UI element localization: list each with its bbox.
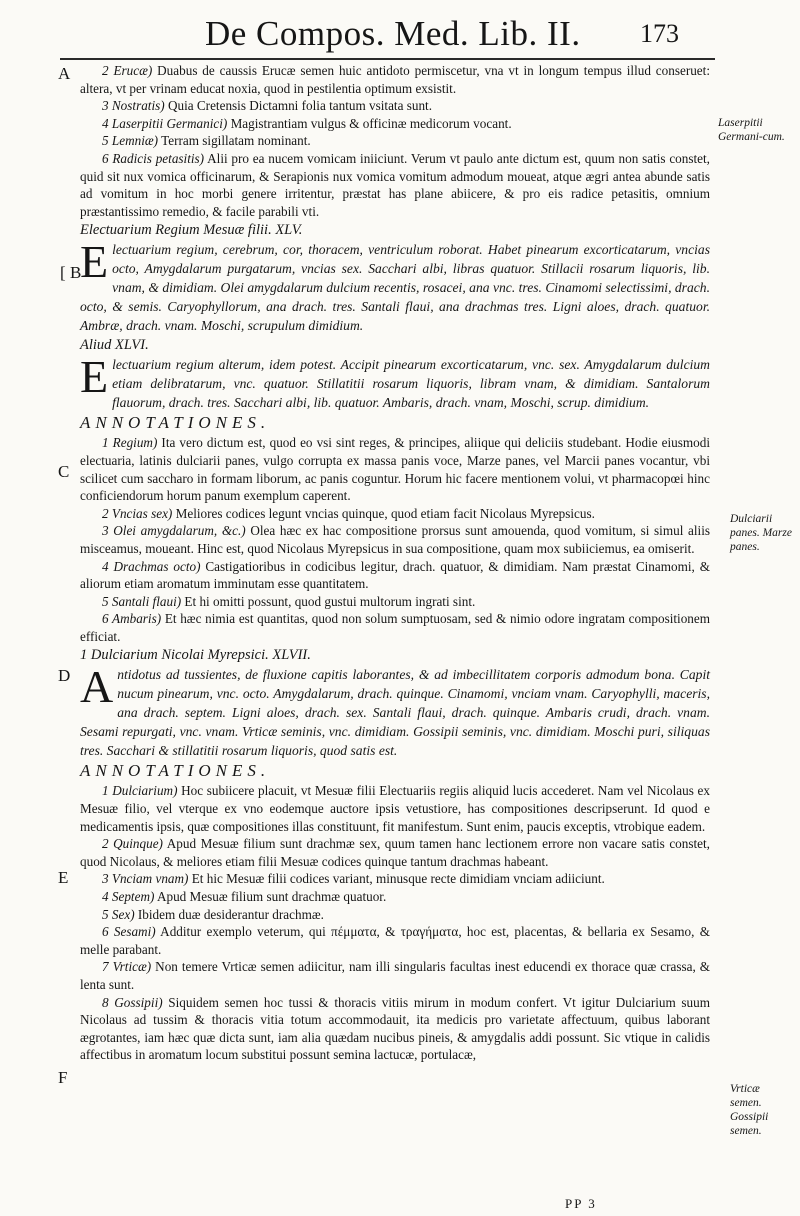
annotation-sex xyxy=(80,906,710,924)
annotation-santali xyxy=(80,593,710,611)
note-text: Additur exemplo veterum, qui πέμματα, & τραγήματα, hoc est, placentas, & bellaria ex Sesamo, & melle parabant. xyxy=(80,924,710,957)
note-text: Et hi omitti possunt, quod gustui multorum ingrati sint. xyxy=(184,593,476,609)
section-bracket: [ xyxy=(60,263,66,282)
note-lemma: 5 Sex) xyxy=(102,906,135,922)
note-lemma: 3 Nostratis) xyxy=(102,98,165,114)
note-lemma: 4 Septem) xyxy=(102,889,155,905)
note-lemma: 1 Dulciarium) xyxy=(102,783,178,799)
note-text: Ibidem duæ desiderantur drachmæ. xyxy=(137,906,324,922)
annotation-dulciarium xyxy=(80,782,710,835)
annotation-sesami xyxy=(80,923,710,958)
note-lemniae xyxy=(80,132,710,150)
section-letter-a: A xyxy=(58,64,71,83)
note-text: Alii pro ea nucem vomicam iniiciunt. Verum vt paulo ante dictum est, quum non satis constet, quid sit nux vomica officinarum, & Serapionis nux vomica vomitum admodum moueat, atque ægri antea abunde satis ad vomitum in hoc morbi genere irritentur, præstat has plane abiicere, & pro eis radice petasitis, omnium præstantissimo remedio, & facile parabili vti. xyxy=(80,150,710,219)
note-text: Meliores codices legunt vncias quinque, quod etiam facit Nicolaus Myrepsicus. xyxy=(175,505,595,521)
note-nostratis xyxy=(80,97,710,115)
dulciarium-title: 1 Dulciarium Nicolai Myrepsici. XLVII. xyxy=(80,647,311,664)
section-letter-e: E xyxy=(58,868,69,887)
page-number: 173 xyxy=(640,19,679,48)
note-text: Non temere Vrticæ semen adiicitur, nam illi singularis facultas inest educendi ex thorace quæ crassa, & lenta sunt. xyxy=(80,959,711,992)
annotation-septem xyxy=(80,888,710,906)
annotation-regium xyxy=(80,434,710,504)
running-head: De Compos. Med. Lib. II. xyxy=(205,14,581,53)
note-text: Duabus de caussis Erucæ semen huic antidoto permiscetur, vna vt in longum tempus illud conseruet: altera, vt per vrinam educat noxia, quod in pestilentia optimum exsistit. xyxy=(80,63,710,96)
section-letter-b: B xyxy=(70,263,82,282)
note-text: Apud Mesuæ filium sunt drachmæ quatuor. xyxy=(156,889,387,905)
section-letter-f: F xyxy=(58,1068,68,1087)
note-text: Et hic Mesuæ filii codices variant, minusque recte dimidiam vnciam adiiciunt. xyxy=(191,871,605,887)
note-lemma: 5 Santali flaui) xyxy=(102,593,182,609)
section-letter-d: D xyxy=(58,666,71,685)
note-lemma: 5 Lemniæ) xyxy=(102,133,159,149)
note-text: Hoc subiicere placuit, vt Mesuæ filii Electuariis regiis aliquid lucis accederet. Nam vel Nicolaus ex Mesuæ filio, vel vterque ex vno eodemque auctore ipsis vetustiore, has compositiones descripserunt. Id quod e medicamentis ipsis, quæ compositiones illas constituunt, fit manifestum. Sunt enim, paucis exceptis, vtrobique eadem. xyxy=(80,783,711,834)
header-rule xyxy=(60,58,715,60)
note-lemma: 8 Gossipii) xyxy=(102,994,163,1010)
note-text: Et hæc nimia est quantitas, quod non solum sumptuosam, sed & nimio odore ingratam compositionem efficiat. xyxy=(80,611,710,644)
note-lemma: 2 Erucæ) xyxy=(102,63,153,78)
dulciarium-text: Antidotus ad tussientes, de fluxione capitis laborantes, & ad imbecillitatem corporis admodum bona. Capit nucum pinearum, vnc. octo. Amygdalarum, drach. quinque. Cinamomi, vnciam vnam. Caryophylli, maceris, ana drach. septem. Ligni aloes, drach. sex. Santali flaui, drach. quinque. Ambaris crudi, drach. vnam. Sesami repurgati, vnc. vnam. Vrticæ seminis, vnc. dimidiam. Gossipii seminis, vnc. dimidiam. Moschi puri, siliquas tres. Sacchari & stillatitii rosarum liquoris, quod satis est. xyxy=(80,661,710,759)
annotation-drachmas-octo xyxy=(80,558,710,593)
note-lemma: 2 Vncias sex) xyxy=(102,505,173,521)
annotation-vrticae xyxy=(80,958,710,993)
note-lemma: 4 Drachmas octo) xyxy=(102,558,201,574)
note-lemma: 4 Laserpitii Germanici) xyxy=(102,115,228,131)
main-text xyxy=(80,62,710,1064)
note-text: Apud Mesuæ filium sunt drachmæ sex, quum tamen hanc lectionem errore non vacare satis constet, quod Nicolaus, & meliores etiam filii Mesuæ codices quinque tantum drachmas habeant. xyxy=(80,836,710,869)
aliud-title: Aliud XLVI. xyxy=(80,337,149,354)
note-text: Ita vero dictum est, quod eo vsi sint reges, & principes, aliique qui deliciis studebant. Hodie eiusmodi electuaria, latinis dulciarii panes, vulgo corrupta ex massa panis voce, Marze panes, vel Marcii panes vocantur, vbi scilicet cum saccharo in formam liborum, ac panis coguntur. Horum hic facere mentionem volui, vt pharmacopœi hinc conficiendorum horum panum exemplum caperent. xyxy=(80,435,710,504)
annotation-olei xyxy=(80,522,710,557)
margin-note-urticae: Vrticæ semen. Gossipii semen. xyxy=(730,1083,769,1137)
aliud-text: Electuarium regium alterum, idem potest. Accipit pinearum excorticatarum, vnc. sex. Amygdalarum dulcium etiam delibratarum, vnc. quatuor. Stillatitii rosarum liquoris, libram vnam, & dimidiam. Santalorum flauorum, drach. tres. Sacchari albi, lib. quatuor. Ambaris, drach. vnam, Moschi, scrup. dimidium. xyxy=(80,351,710,411)
note-lemma: 6 Ambaris) xyxy=(102,611,162,627)
section-letter-c: C xyxy=(58,462,70,481)
note-eruca xyxy=(80,62,710,97)
signature-mark: PP 3 xyxy=(565,1196,597,1211)
note-laserpitii xyxy=(80,115,710,133)
margin-note-dulciarii: Dulciarii panes. Marze panes. xyxy=(730,513,792,553)
annotationes-title-1: ANNOTATIONES. xyxy=(80,413,271,433)
note-lemma: 3 Olei amygdalarum, &c.) xyxy=(102,523,246,539)
note-text: Olea hæc ex hac compositione prorsus sunt amouenda, quod vomitum, si simul aliis misceamus, moueant. Hinc est, quod Nicolaus Myrepsicus in sua compositione, quam mox subiiciemus, ea omiserit. xyxy=(80,523,711,556)
note-petasitis xyxy=(80,150,710,220)
note-lemma: 2 Quinque) xyxy=(102,836,163,852)
note-lemma: 1 Regium) xyxy=(102,435,158,451)
annotation-ambaris xyxy=(80,610,710,645)
electuarium-regium-title: Electuarium Regium Mesuæ filii. XLV. xyxy=(80,222,303,239)
annotation-quinque xyxy=(80,835,710,870)
annotation-vncias-sex xyxy=(80,505,710,523)
margin-note-laserpitii: Laserpitii Germani-cum. xyxy=(718,117,785,143)
annotation-gossipii xyxy=(80,994,710,1064)
note-text: Siquidem semen hoc tussi & thoracis vitiis mirum in modum confert. Vt igitur Dulciarium suum Nicolaus ad tussim & thoracis vitia totum accommodauit, ita medicis pro varietate affectuum, quibus laborant ægrotantes, iam hæc quæ dicta sunt, iam alia quædam nucibus pineis, & amygdalis addi possunt. Sic vtique in calidis affectibus in aromatum locum substitui possunt semina lactucæ, portulacæ, xyxy=(80,994,711,1063)
note-lemma: 7 Vrticæ) xyxy=(102,959,152,975)
note-text: Castigatioribus in codicibus legitur, drach. quatuor, & dimidiam. Nam præstat Cinamomi, & aliorum etiam aromatum imminutam esse quantitatem. xyxy=(80,558,711,592)
note-text: Terram sigillatam nominant. xyxy=(161,133,311,149)
annotationes-title-2: ANNOTATIONES. xyxy=(80,761,271,781)
annotation-vnciam-vnam xyxy=(80,870,710,888)
note-text: Quia Cretensis Dictamni folia tantum vsitata sunt. xyxy=(167,98,433,114)
note-lemma: 6 Sesami) xyxy=(102,924,156,940)
note-text: Magistrantiam vulgus & officinæ medicorum vocant. xyxy=(230,115,512,131)
note-lemma: 3 Vnciam vnam) xyxy=(102,871,189,887)
electuarium-regium-text: Electuarium regium, cerebrum, cor, thoracem, ventriculum roborat. Habet pinearum excorticatarum, vncias octo, Amygdalarum purgatarum, vncias sex. Sacchari albi, libras quatuor. Stillacii rosarum liquoris, lib. vnam, & dimidiam. Olei amygdalarum dulcium recentis, rosacei, ana vnc. tres. Cinamomi selectissimi, drach. octo, & semis. Caryophyllorum, ana drach. tres. Santali flaui, ana drachmas tres. Ligni aloes, drach. quatuor. Ambræ, drach. vnam. Moschi, scrupulum dimidium. xyxy=(80,236,710,334)
note-lemma: 6 Radicis petasitis) xyxy=(102,150,205,166)
